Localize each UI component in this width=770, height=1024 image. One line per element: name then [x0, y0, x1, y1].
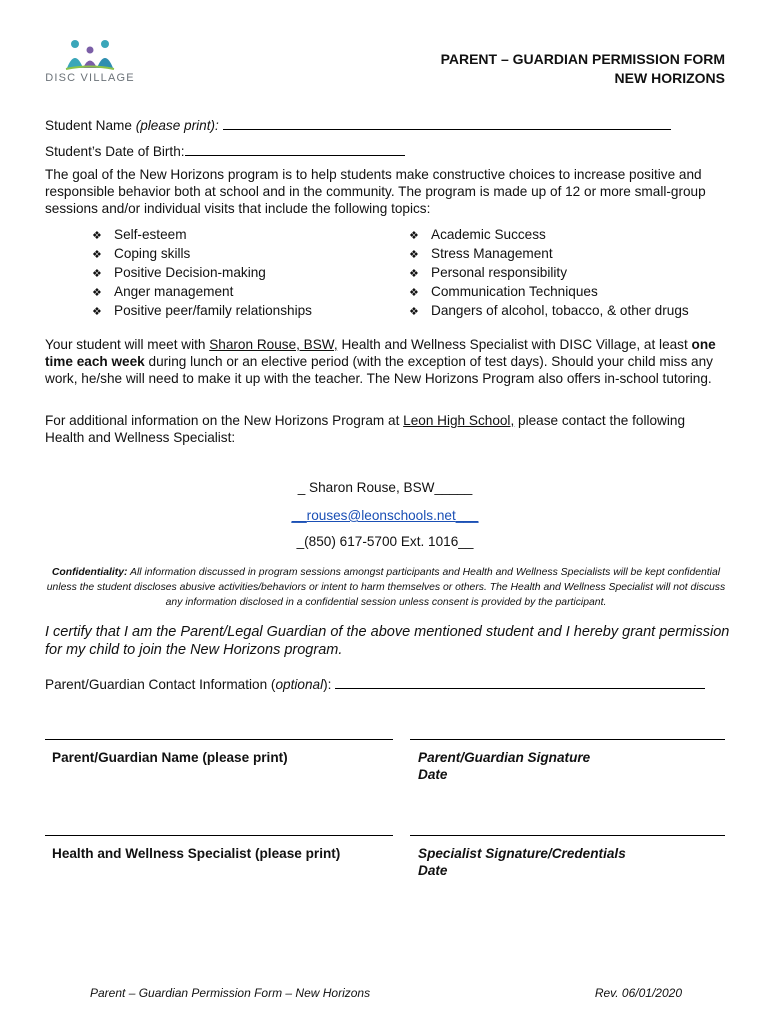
- diamond-bullet-icon: ❖: [92, 287, 102, 299]
- specialist-date-text: Date: [418, 863, 448, 878]
- diamond-bullet-icon: ❖: [409, 268, 419, 280]
- confidentiality-text: All information discussed in program sessions amongst participants and Health and Wellness Specialists will be kept confidential unless the student discloses abusive activities/behaviors or intent to harm themselves or others. The Health and Wellness Specialist will not discuss any information disclosed in a confidential session unless consent is provided by the participant.: [46, 567, 726, 608]
- topic-label: Communication Techniques: [431, 284, 598, 299]
- footer-revision: Rev. 06/01/2020: [594, 986, 682, 1000]
- logo-text: DISC VILLAGE: [45, 72, 135, 84]
- contact-email-link[interactable]: rouses@leonschools.net: [306, 508, 456, 523]
- form-title: [441, 50, 725, 88]
- email-underscore-post: ___: [455, 508, 479, 523]
- specialist-signature-text: Specialist Signature/Credentials: [418, 846, 626, 861]
- confidentiality-label: Confidentiality:: [51, 567, 128, 578]
- parent-signature-line[interactable]: [410, 739, 725, 740]
- diamond-bullet-icon: ❖: [92, 306, 102, 318]
- meeting-frequency: one time each week: [45, 337, 716, 369]
- contact-phone: _(850) 617-5700 Ext. 1016__: [296, 534, 474, 549]
- diamond-bullet-icon: ❖: [409, 249, 419, 261]
- topic-label: Personal responsibility: [431, 265, 568, 280]
- diamond-bullet-icon: ❖: [92, 230, 102, 242]
- meeting-text-1: Your student will meet with: [45, 337, 210, 352]
- intro-paragraph: The goal of the New Horizons program is to help students make constructive choices to increase positive and responsible behavior both at school and in the community. The program is made up of 12 or more small-group sessions and/or individual visits that include the following topics:: [45, 167, 706, 216]
- parent-signature-label: [418, 749, 590, 783]
- confidentiality-notice: [46, 565, 726, 610]
- topic-item: [92, 245, 312, 264]
- topic-label: Coping skills: [114, 246, 191, 261]
- parent-signature-text: Parent/Guardian Signature: [418, 750, 591, 765]
- specialist-name-label: Health and Wellness Specialist (please print): [52, 846, 341, 861]
- contact-name: _ Sharon Rouse, BSW_____: [297, 480, 473, 495]
- contact-text-1: For additional information on the New Horizons Program at: [45, 413, 404, 428]
- dob-field[interactable]: [185, 141, 405, 156]
- email-underscore-pre: __: [291, 508, 307, 523]
- topic-label: Dangers of alcohol, tobacco, & other drugs: [431, 303, 689, 318]
- specialist-signature-label: [418, 845, 626, 879]
- topic-label: Anger management: [114, 284, 234, 299]
- student-name-field[interactable]: [223, 115, 671, 130]
- title-line-1: PARENT – GUARDIAN PERMISSION FORM: [440, 51, 725, 67]
- certification-statement: I certify that I am the Parent/Legal Guardian of the above mentioned student and I hereby grant permission for my child to join the New Horizons program.: [45, 624, 730, 658]
- school-name: Leon High School,: [403, 413, 515, 428]
- diamond-bullet-icon: ❖: [409, 230, 419, 242]
- topic-item: [92, 302, 312, 321]
- contact-text-2: please contact the following Health and Wellness Specialist:: [45, 413, 686, 445]
- contact-email-row: [0, 508, 770, 523]
- dob-row: [45, 141, 405, 159]
- contact-paragraph: [45, 412, 727, 446]
- parent-contact-label: Parent/Guardian Contact Information (: [45, 677, 276, 692]
- topic-label: Academic Success: [431, 227, 546, 242]
- parent-name-line[interactable]: [45, 739, 393, 740]
- student-name-row: [45, 115, 735, 133]
- specialist-name: Sharon Rouse, BSW,: [209, 337, 338, 352]
- parent-contact-field[interactable]: [335, 674, 705, 689]
- topic-item: [409, 245, 689, 264]
- topic-label: Positive peer/family relationships: [114, 303, 312, 318]
- topics-list-left: [92, 226, 312, 321]
- topic-label: Positive Decision-making: [114, 265, 266, 280]
- meeting-text-3: during lunch or an elective period (with the exception of test days). Should your child miss any work, he/she will need to make it up with the teacher. The New Horizons Program also offers in-school tutoring.: [45, 354, 713, 386]
- parent-contact-label-end: ):: [323, 677, 332, 692]
- logo-figures-icon: [40, 38, 140, 72]
- topic-item: [409, 283, 689, 302]
- topic-item: [409, 264, 689, 283]
- footer-form-name: Parent – Guardian Permission Form – New Horizons: [90, 986, 371, 1000]
- topic-item: [92, 283, 312, 302]
- title-line-2: NEW HORIZONS: [614, 70, 725, 86]
- parent-name-label: Parent/Guardian Name (please print): [52, 750, 288, 765]
- topics-list-right: [409, 226, 689, 321]
- diamond-bullet-icon: ❖: [409, 287, 419, 299]
- meeting-paragraph: [45, 336, 727, 387]
- topic-item: [409, 226, 689, 245]
- topic-label: Self-esteem: [114, 227, 187, 242]
- topic-label: Stress Management: [431, 246, 553, 261]
- topic-item: [92, 264, 312, 283]
- diamond-bullet-icon: ❖: [409, 306, 419, 318]
- parent-contact-hint: optional: [275, 677, 324, 692]
- topic-item: [92, 226, 312, 245]
- specialist-name-line[interactable]: [45, 835, 393, 836]
- parent-contact-row: [45, 674, 735, 692]
- dob-label: Student’s Date of Birth:: [45, 144, 185, 159]
- diamond-bullet-icon: ❖: [92, 268, 102, 280]
- diamond-bullet-icon: ❖: [92, 249, 102, 261]
- disc-village-logo: [40, 38, 140, 86]
- student-name-label: Student Name: [45, 118, 136, 133]
- topic-item: [409, 302, 689, 321]
- meeting-text-2: Health and Wellness Specialist with DISC Village, at least: [337, 337, 692, 352]
- parent-date-text: Date: [418, 767, 448, 782]
- student-name-hint: (please print):: [135, 118, 219, 133]
- specialist-signature-line[interactable]: [410, 835, 725, 836]
